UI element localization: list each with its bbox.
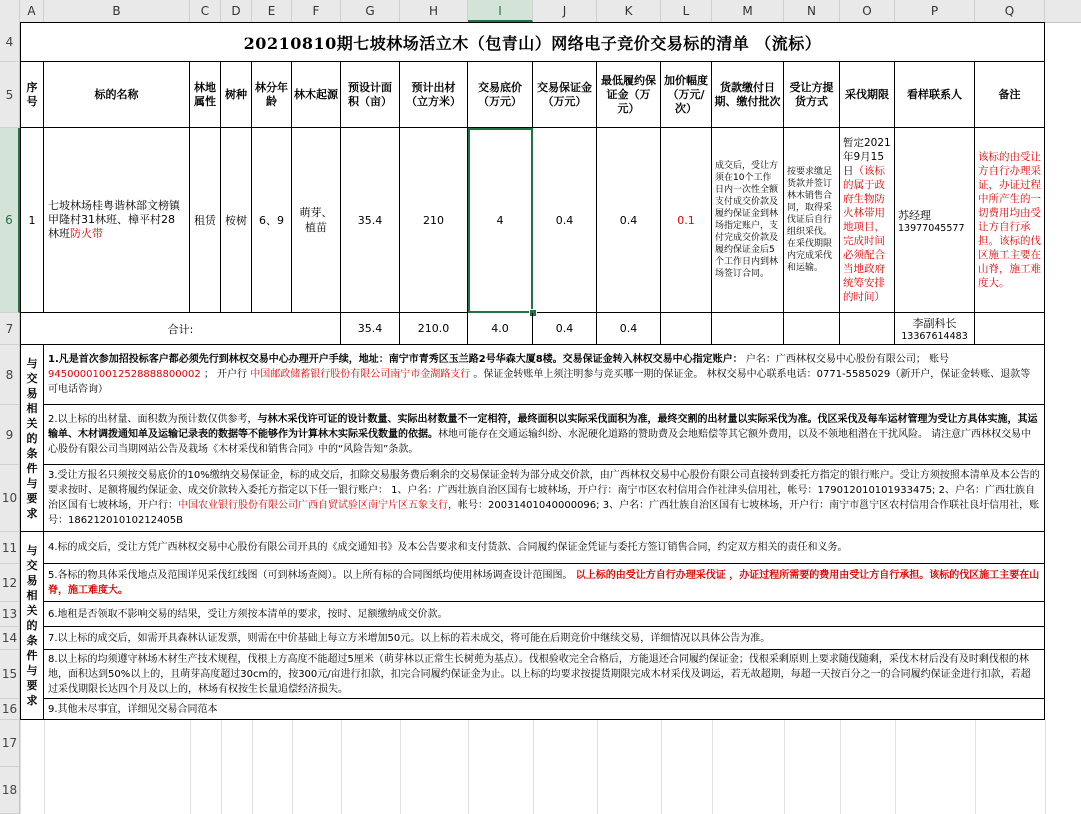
header-pay-time[interactable] [712, 62, 784, 128]
item-period-text [843, 136, 891, 304]
item-name-text [48, 199, 185, 241]
column-header-O[interactable]: O [840, 0, 895, 22]
item-period[interactable] [840, 128, 895, 313]
gridline [661, 720, 662, 814]
header-seq-text: 序号 [26, 80, 38, 108]
condition-2-text [48, 412, 1040, 457]
row-header-16[interactable]: 16 [0, 699, 20, 720]
header-contact[interactable] [895, 62, 975, 128]
header-contact-text: 看样联系人 [907, 87, 962, 101]
item-perf-deposit[interactable] [597, 128, 661, 313]
gridline [784, 720, 785, 814]
column-header-F[interactable]: F [292, 0, 341, 22]
item-area-text: 35.4 [357, 213, 383, 227]
item-ownership[interactable] [190, 128, 221, 313]
item-age-text: 6、9 [259, 214, 284, 227]
header-ownership[interactable] [190, 62, 221, 128]
header-name-text: 标的名称 [94, 87, 139, 101]
selected-cell-outline [468, 128, 533, 313]
condition-7-text: 7.以上标的成交后，如需开具森林认证发票，则需在中价基础上每立方米增加50元。以上标的若未成交，将可能在后期竞价中继续交易，详细情况以具体公告为准。 [48, 632, 771, 644]
header-base-price-text: 交易底价（万元） [478, 80, 522, 108]
item-remark-text: 该标的由受让方自行办理采证，办证过程中所产生的一切费用均由受让方自行承担。该标的伐区施工主要在山脊，施工难度大。 [978, 151, 1041, 289]
condition-5-text [48, 568, 1040, 598]
total-increment[interactable] [661, 313, 712, 345]
condition-3-bank: 中国农业银行股份有限公司广西自贸试验区南宁片区五象支行 [178, 500, 448, 511]
item-contact[interactable] [895, 128, 975, 313]
header-delivery[interactable] [784, 62, 840, 128]
row-header-8[interactable]: 8 [0, 345, 20, 405]
item-base-price-text: 4 [496, 213, 504, 227]
condition-9[interactable] [44, 699, 1045, 720]
header-seq[interactable] [20, 62, 44, 128]
total-volume[interactable] [400, 313, 468, 345]
condition-3[interactable] [44, 465, 1045, 532]
item-name[interactable] [44, 128, 190, 313]
gridline [292, 720, 293, 814]
total-contact-phone: 13367614483 [901, 331, 968, 342]
row-header-9[interactable]: 9 [0, 405, 20, 465]
item-ownership-text: 租赁 [194, 214, 216, 227]
condition-5-red: 以上标的由受让方自行办理采伐证 ，办证过程所需要的费用由受让方自行承担。该标的伐区施工主要在山脊，施工难度大。 [48, 569, 1040, 596]
row-header-5[interactable]: 5 [0, 62, 20, 128]
item-volume-text: 210 [423, 213, 444, 227]
item-delivery[interactable] [784, 128, 840, 313]
total-period[interactable] [840, 313, 895, 345]
gridline [840, 720, 841, 814]
header-name[interactable] [44, 62, 190, 128]
header-age-text: 林分年龄 [255, 80, 288, 108]
item-period-date: 暂定2021年9月15日 [843, 137, 891, 177]
row-header-15[interactable]: 15 [0, 650, 20, 699]
item-seq[interactable] [20, 128, 44, 313]
total-base-price[interactable] [468, 313, 533, 345]
total-volume-text: 210.0 [417, 322, 450, 335]
header-perf-deposit-text: 最低履约保证金（万元） [601, 73, 656, 115]
header-volume-text: 预计出材（立方米） [406, 80, 461, 108]
header-ownership-text: 林地属性 [194, 80, 216, 108]
condition-1-account: 945000010012528888800002 [48, 369, 201, 380]
column-header-I[interactable]: I [468, 0, 533, 22]
header-remark[interactable] [975, 62, 1045, 128]
column-header-Q[interactable]: Q [975, 0, 1045, 22]
gridline [44, 720, 45, 814]
header-volume[interactable] [400, 62, 468, 128]
header-age[interactable] [252, 62, 292, 128]
side-label-2-cell[interactable] [20, 532, 44, 720]
gridline [975, 720, 976, 814]
header-species[interactable] [221, 62, 252, 128]
condition-3-a: 3.受让方报名只须按交易底价的10%缴纳交易保证金，标的成交后，扣除交易服务费后剩余的交易保证金转为部分成交价款，由广西林权交易中心股份有限公司直接转到委托方指定的银行账户。受让方须按照本清单及本公告的要求按时、足额将履约保证金、成交价款转入委托方指定以下任一银行账户： 1、户名：广西壮族自治区国有七坡林场，开户行：南宁市区农村信用合作社津头信用社，帐号：179012010101933475; 2、户名：广西壮族自治区国有七坡林场，开户行： [48, 470, 1040, 511]
header-base-price[interactable] [468, 62, 533, 128]
gridline [252, 720, 253, 814]
item-contact-name: 苏经理 [898, 208, 931, 222]
item-contact-phone: 13977045577 [898, 222, 965, 234]
side-label-2: 与交易相关的条件与要求 [26, 544, 38, 707]
row-header-14[interactable]: 14 [0, 627, 20, 650]
item-pay-time[interactable] [712, 128, 784, 313]
item-age[interactable] [252, 128, 292, 313]
item-delivery-text: 按要求缴足货款并签订林木销售合同，取得采伐证后自行组织采伐。在采伐期限内完成采伐和运输。 [787, 167, 833, 273]
select-all-corner[interactable] [0, 0, 20, 22]
item-origin[interactable] [292, 128, 341, 313]
condition-1-a: 户名：广西林权交易中心股份有限公司； 账号 [742, 354, 950, 365]
header-area[interactable] [341, 62, 400, 128]
condition-4[interactable] [44, 532, 1045, 564]
condition-6[interactable] [44, 602, 1045, 627]
total-label[interactable] [20, 313, 341, 345]
total-delivery[interactable] [784, 313, 840, 345]
condition-2-bold: 与林木采伐许可证的设计数量、实际出材数量不一定相符，最终面积以实际采伐面积为准，最终交割的出材量以实际采伐为准。伐区采伐及每车运材管理为受让方具体实施，其运输单、木材调拨通知单及运输记录表的数据等不能够作为计算林木实际采伐数量的依据。 [48, 414, 1038, 440]
total-area-text: 35.4 [357, 322, 383, 335]
total-perf-deposit[interactable] [597, 313, 661, 345]
item-period-note: （该标的属于政府生物防火林带用地项目，完成时间必须配合当地政府统筹安排的时间） [843, 165, 885, 303]
gridline [341, 720, 342, 814]
row-header-4[interactable]: 4 [0, 22, 20, 62]
column-header-B[interactable]: B [44, 0, 190, 22]
condition-5[interactable] [44, 564, 1045, 602]
condition-2-b: 林地可能存在交通运输纠纷、水泥硬化道路的赞助费及会地赔偿等其它额外费用，以及不领地租潜在干扰风险。 请注意广西林权交易中心股份有限公司当期网站公告及栽场《木材采伐和销售合同》中的“风险告知”条款。 [48, 429, 1032, 455]
sheet-title: 20210810期七坡林场活立木（包青山）网络电子竞价交易标的清单 （流标） [243, 33, 822, 53]
condition-3-text [48, 468, 1040, 528]
total-contact-name: 李副科长 [912, 317, 957, 330]
total-contact[interactable] [895, 313, 975, 345]
column-header-J[interactable]: J [533, 0, 597, 22]
row-header-6[interactable]: 6 [0, 128, 20, 313]
item-increment[interactable] [661, 128, 712, 313]
item-origin-text: 萌芽、植苗 [299, 206, 333, 234]
condition-1-text [48, 352, 1040, 397]
header-origin[interactable] [292, 62, 341, 128]
column-header-M[interactable]: M [712, 0, 784, 22]
gridline [1045, 720, 1046, 814]
row-header-12[interactable]: 12 [0, 564, 20, 602]
row-header-13[interactable]: 13 [0, 602, 20, 627]
total-remark[interactable] [975, 313, 1045, 345]
item-pay-time-text: 成交后，受让方须在10个工作日内一次性全额支付成交价款及履约保证金到林场指定账户，支付完成交价款及履约保证金后5个工作日内到林场签订合同。 [715, 161, 779, 279]
item-seq-text: 1 [28, 213, 36, 227]
column-header-K[interactable]: K [597, 0, 661, 22]
condition-1-bold: 1.凡是首次参加招投标客户都必须先行到林权交易中心办理开户手续，地址：南宁市青秀区玉兰路2号华森大厦8楼。交易保证金转入林权交易中心指定账户： [48, 354, 743, 365]
item-area[interactable] [341, 128, 400, 313]
condition-8[interactable] [44, 650, 1045, 699]
column-header-bar [0, 0, 1081, 23]
header-period-text: 采伐期限 [845, 87, 889, 101]
total-area[interactable] [341, 313, 400, 345]
item-name-main: 七坡林场桂粤谐林部文榜镇甲隆村31林班、樟平村28林班 [48, 199, 180, 240]
condition-4-text: 4.标的成交后，受让方凭广西林权交易中心股份有限公司开具的《成交通知书》及本公告要求和支付货款、合同履约保证金凭证与委托方签订销售合同，约定双方相关的责任和义务。 [48, 542, 848, 553]
header-increment[interactable] [661, 62, 712, 128]
header-origin-text: 林木起源 [294, 87, 338, 101]
header-species-text: 树种 [225, 87, 247, 101]
column-header-L[interactable]: L [661, 0, 712, 22]
header-increment-text: 加价幅度（万元/次） [664, 73, 708, 115]
column-header-D[interactable]: D [221, 0, 252, 22]
header-deposit[interactable] [533, 62, 597, 128]
condition-2[interactable] [44, 405, 1045, 465]
condition-6-text: 6.地租是否领取不影响交易的结果，受让方须按本清单的要求，按时、足额缴纳成交价款。 [48, 608, 448, 620]
gridline [468, 720, 469, 814]
column-header-H[interactable]: H [400, 0, 468, 22]
item-deposit-text: 0.4 [555, 213, 574, 227]
item-species-text: 桉树 [225, 214, 247, 227]
header-area-text: 预设计面积（亩） [348, 80, 392, 108]
column-header-A[interactable]: A [20, 0, 44, 22]
column-header-G[interactable]: G [341, 0, 400, 22]
row-header-17[interactable]: 17 [0, 720, 20, 767]
sheet-title-cell[interactable] [20, 22, 1045, 62]
total-base-price-text: 4.0 [491, 322, 509, 335]
gridline [597, 720, 598, 814]
gridline [20, 720, 21, 814]
gridline [712, 720, 713, 814]
item-increment-text: 0.1 [677, 213, 695, 227]
item-species[interactable] [221, 128, 252, 313]
item-volume[interactable] [400, 128, 468, 313]
row-header-10[interactable]: 10 [0, 465, 20, 532]
row-header-18[interactable]: 18 [0, 767, 20, 814]
condition-1-b: ； 开户行 [200, 369, 251, 380]
item-remark[interactable] [975, 128, 1045, 313]
header-perf-deposit[interactable] [597, 62, 661, 128]
header-pay-time-text: 货款缴付日期、缴付批次 [714, 80, 781, 108]
item-name-red: 防火带 [70, 227, 103, 240]
item-perf-deposit-text: 0.4 [619, 213, 638, 227]
column-header-E[interactable]: E [252, 0, 292, 22]
condition-8-text: 8.以上标的均须遵守林场木材生产技术规程，伐根上方高度不能超过5厘米（萌芽林以正常生长树蔸为基点）。伐根验收完全合格后，方能退还合同履约保证金；伐根采剩原则上要求随伐随剩，采伐木材后没有及时剩伐根的林地，面积达到50%以上的，且萌芽高度超过30cm的，按300元/亩进行扣款，扣完合同履约保证金为止。以上标的均要求按提货期限完成木材采伐及调运，若无故超期，每超一天按百分之一的合同履约保证金进行扣款，若超过采伐期限长达四个月及以上的，林场有权按生长量追偿经济损失。 [48, 653, 1031, 695]
column-header-P[interactable]: P [895, 0, 975, 22]
condition-3-b: ，帐号：20031401040000096; 3、户名：广西壮族自治区国有七坡林场，开户行：南宁市邕宁区农村信用合作联社良圩信用社，账 号：18621201010212405B [48, 500, 1040, 526]
total-perf-deposit-text: 0.4 [619, 322, 638, 335]
gridline [400, 720, 401, 814]
column-header-C[interactable]: C [190, 0, 221, 22]
condition-2-a: 2.以上标的出材量、面积数为预计数仅供参考， [48, 414, 258, 425]
item-deposit[interactable] [533, 128, 597, 313]
total-pay-time[interactable] [712, 313, 784, 345]
total-label-text: 合计: [167, 322, 194, 336]
condition-1[interactable] [44, 345, 1045, 405]
condition-1-c: 。保证金转账单上须注明参与竞买哪一期的保证金。 林权交易中心联系电话：0771-5585029（新开户，保证金转账、退款等可电话咨询） [48, 369, 1031, 395]
condition-1-bank: 中国邮政储蓄银行股份有限公司南宁市金湖路支行 [250, 369, 471, 380]
side-label-1-cell[interactable] [20, 345, 44, 532]
row-header-7[interactable]: 7 [0, 313, 20, 345]
header-period[interactable] [840, 62, 895, 128]
condition-9-text: 9.其他未尽事宜，详细见交易合同范本 [48, 703, 218, 715]
header-deposit-text: 交易保证金（万元） [537, 80, 592, 108]
row-header-11[interactable]: 11 [0, 532, 20, 564]
side-label-1: 与交易相关的条件与要求 [26, 356, 38, 520]
gridline [221, 720, 222, 814]
total-deposit-text: 0.4 [555, 322, 574, 335]
condition-5-a: 5.各标的物具体采伐地点及范围详见采伐红线图（可到林场查阅）。以上所有标的合同图纸均使用林场调查设计范围图。 [48, 569, 576, 581]
gridline [895, 720, 896, 814]
header-remark-text: 备注 [998, 87, 1021, 101]
header-delivery-text: 受让方提货方式 [789, 80, 834, 108]
gridline [190, 720, 191, 814]
condition-7[interactable] [44, 627, 1045, 650]
column-header-N[interactable]: N [784, 0, 840, 22]
total-deposit[interactable] [533, 313, 597, 345]
gridline [533, 720, 534, 814]
